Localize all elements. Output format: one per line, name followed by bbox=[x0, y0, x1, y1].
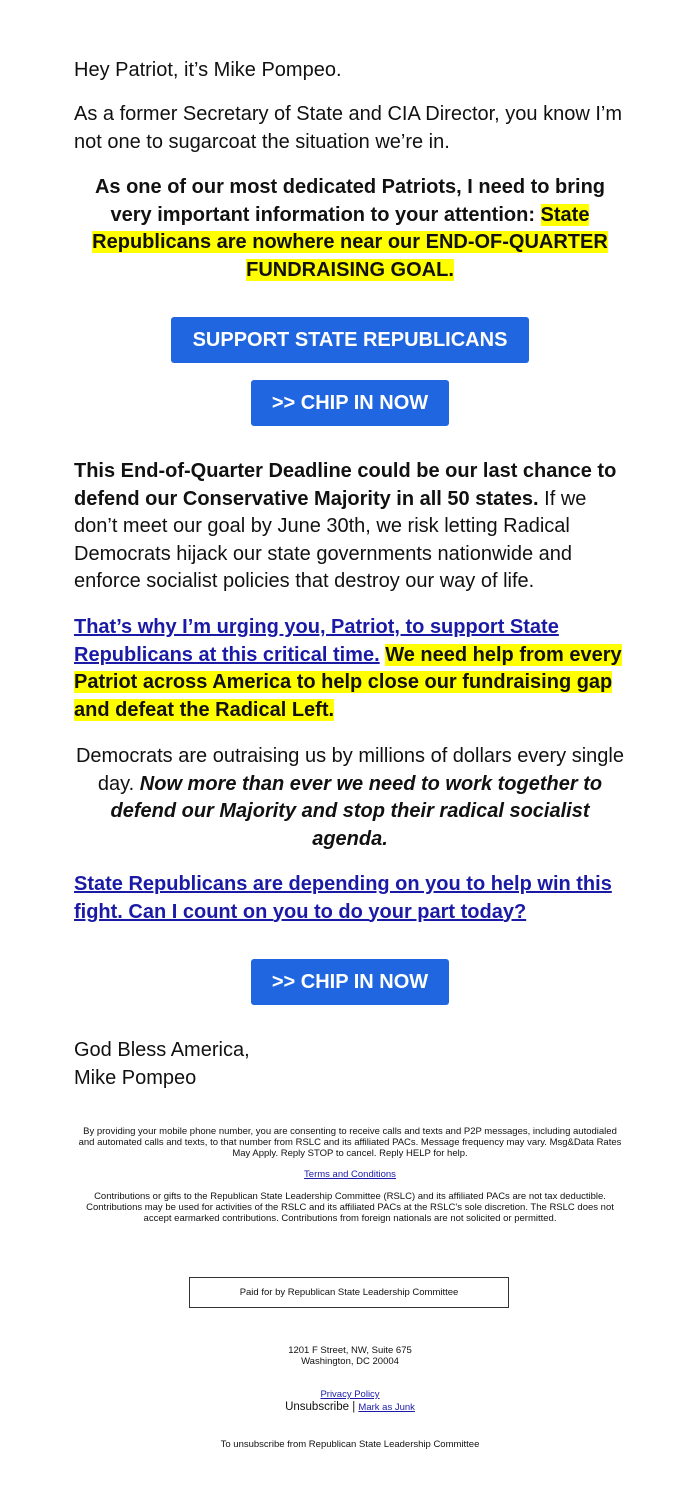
outraising-plain: Democrats are outraising us by millions of dollars every single day. bbox=[75, 745, 624, 795]
mark-as-junk-link[interactable]: Mark as Junk bbox=[358, 1402, 415, 1413]
paid-for-text: Paid for by Republican State Leadership Committee bbox=[239, 1287, 459, 1298]
alert-text: As one of our most dedicated Patriots, I need to bring very important information to your attention: bbox=[94, 176, 606, 226]
deadline-paragraph bbox=[74, 458, 630, 596]
paid-for-box bbox=[189, 1277, 509, 1308]
deadline-rest: If we don’t meet our goal by June 30th, we risk letting Radical Democrats hijack our state governments nationwide and enforce socialist policies that destroy our way of life. bbox=[74, 487, 587, 592]
chip-in-now-button-top[interactable]: >> CHIP IN NOW bbox=[251, 380, 449, 426]
sms-disclaimer: By providing your mobile phone number, you are consenting to receive calls and texts and P2P messages, including autodialed and automated calls and texts, to that number from RSLC and its affiliated PACs. Message frequency may vary. Msg&Data Rates May Apply. Reply STOP to cancel. Reply HELP for help. bbox=[78, 1126, 622, 1159]
intro-text: As a former Secretary of State and CIA Director, you know I’m not one to sugarcoat the situation we’re in. bbox=[74, 103, 622, 153]
deadline-bold: This End-of-Quarter Deadline could be our last chance to defend our Conservative Majority in all 50 states. bbox=[74, 460, 617, 510]
signoff bbox=[74, 1037, 626, 1092]
signoff-name: Mike Pompeo bbox=[74, 1066, 197, 1089]
address bbox=[74, 1345, 626, 1367]
depending-paragraph bbox=[74, 871, 630, 926]
outraising-paragraph bbox=[74, 743, 626, 853]
address-line2: Washington, DC 20004 bbox=[301, 1356, 399, 1367]
address-line1: 1201 F Street, NW, Suite 675 bbox=[288, 1345, 412, 1356]
urging-link[interactable]: That’s why I’m urging you, Patriot, to support State Republicans at this critical time. bbox=[74, 616, 559, 666]
urging-highlight: We need help from every Patriot across America to help close our fundraising gap and defeat the Radical Left. bbox=[74, 643, 622, 721]
chip-in-now-button-bottom[interactable]: >> CHIP IN NOW bbox=[251, 959, 449, 1005]
terms-link[interactable]: Terms and Conditions bbox=[304, 1169, 396, 1180]
signoff-line1: God Bless America, bbox=[74, 1039, 250, 1061]
unsubscribe-link[interactable]: Unsubscribe bbox=[285, 1401, 349, 1413]
depending-link[interactable]: State Republicans are depending on you to help win this fight. Can I count on you to do your part today? bbox=[74, 873, 612, 923]
unsubscribe-row bbox=[74, 1401, 626, 1414]
alert-paragraph bbox=[84, 174, 616, 284]
outraising-emphasis: Now more than ever we need to work together to defend our Majority and stop their radical socialist agenda. bbox=[110, 772, 603, 850]
privacy-policy-link[interactable]: Privacy Policy bbox=[320, 1389, 380, 1400]
urging-paragraph bbox=[74, 614, 630, 724]
unsubscribe-from-text: To unsubscribe from Republican State Leadership Committee bbox=[220, 1439, 480, 1450]
alert-highlight: State Republicans are nowhere near our END-OF-QUARTER FUNDRAISING GOAL. bbox=[92, 203, 608, 281]
unsubscribe-separator: | bbox=[352, 1401, 356, 1413]
contributions-disclaimer: Contributions or gifts to the Republican State Leadership Committee (RSLC) and its affiliated PACs are not tax deductible. Contributions may be used for activities of the RSLC and its affiliated PACs at the RSLC's sole discretion. The RSLC does not accept earmarked contributions. Contributions from foreign nationals are not solicited or permitted. bbox=[86, 1191, 614, 1224]
terms-row bbox=[74, 1169, 626, 1180]
greeting-text: Hey Patriot, it’s Mike Pompeo. bbox=[74, 59, 342, 81]
privacy-row bbox=[74, 1389, 626, 1400]
support-state-republicans-button[interactable]: SUPPORT STATE REPUBLICANS bbox=[171, 317, 529, 363]
